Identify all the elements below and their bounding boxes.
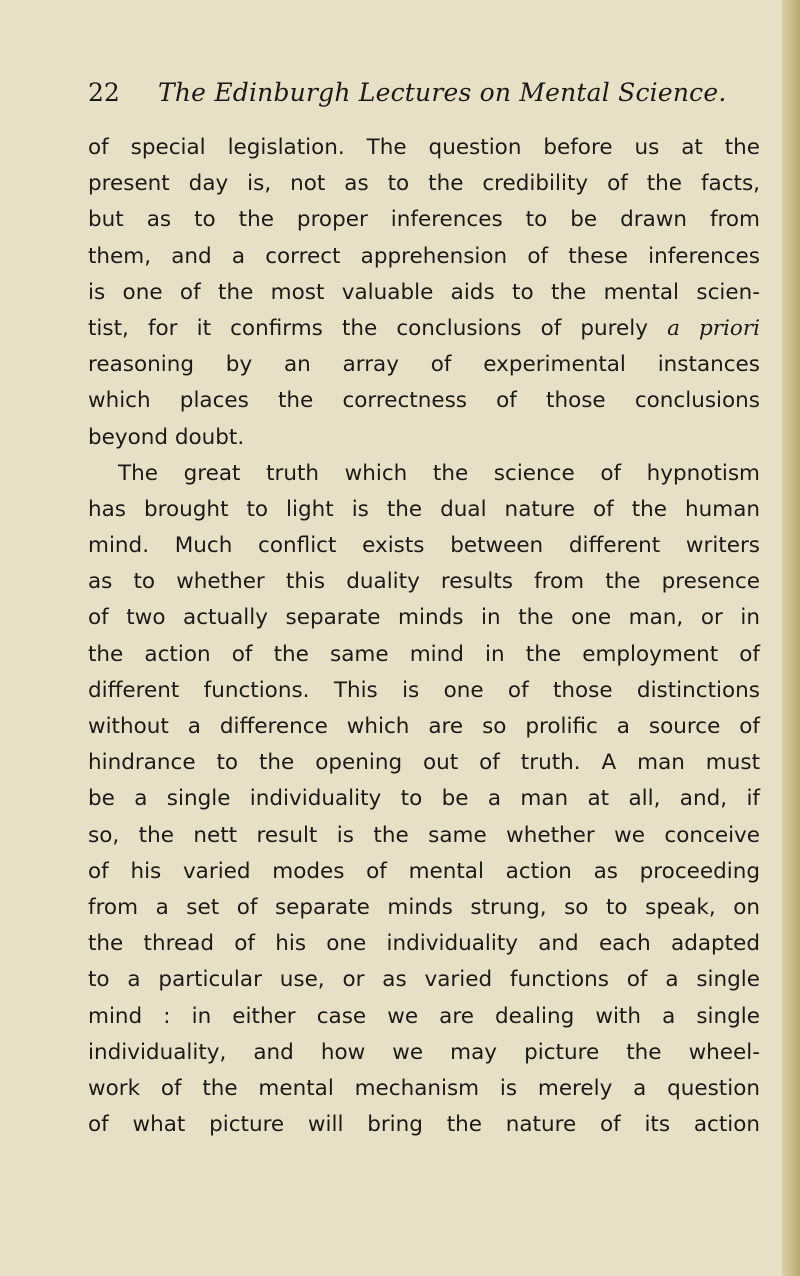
text-line: them, and a correct apprehension of these inferences (88, 243, 760, 269)
text-line: which places the correctness of those conclusions (88, 388, 760, 414)
text-line: to a particular use, or as varied functions of a single (88, 967, 760, 993)
text-line: as to whether this duality results from the presence (88, 569, 760, 595)
text-line: different functions. This is one of those distinctions (88, 677, 760, 703)
page-header (88, 78, 727, 107)
text-line: work of the mental mechanism is merely a question (88, 1075, 760, 1101)
text-fragment: tist, for it confirms the conclusions of purely (88, 315, 648, 341)
text-line: individuality, and how we may picture the wheel- (88, 1039, 760, 1065)
text-line: of his varied modes of mental action as proceeding (88, 858, 760, 884)
page-edge-shadow (782, 0, 800, 1276)
text-line: so, the nett result is the same whether we conceive (88, 822, 760, 848)
text-line: of special legislation. The question before us at the (88, 135, 760, 160)
text-line: present day is, not as to the credibility of the facts, (88, 171, 760, 197)
page-number: 22 (88, 78, 120, 107)
body-text (88, 130, 760, 1143)
text-line: of what picture will bring the nature of its action (88, 1112, 760, 1138)
text-line: be a single individuality to be a man at all, and, if (88, 786, 760, 812)
text-line: but as to the proper inferences to be drawn from (88, 207, 760, 233)
text-line: mind. Much conflict exists between different writers (88, 533, 760, 559)
text-line: hindrance to the opening out of truth. A man must (88, 750, 760, 776)
text-line: without a difference which are so prolific a source of (88, 714, 760, 739)
text-line: from a set of separate minds strung, so to speak, on (88, 894, 760, 920)
text-line: reasoning by an array of experimental instances (88, 352, 760, 378)
text-line: of two actually separate minds in the one man, or in (88, 605, 760, 631)
text-line-with-italic (88, 311, 760, 347)
text-line: the action of the same mind in the employment of (88, 641, 760, 667)
paragraph-start-line: The great truth which the science of hypnotism (118, 460, 760, 486)
text-line: has brought to light is the dual nature of the human (88, 496, 760, 522)
italic-phrase: a priori (667, 315, 760, 341)
text-line: the thread of his one individuality and each adapted (88, 931, 760, 957)
paragraph-end-line: beyond doubt. (88, 424, 245, 450)
text-line: is one of the most valuable aids to the mental scien- (88, 279, 760, 305)
text-line: mind : in either case we are dealing with a single (88, 1003, 760, 1029)
running-title: The Edinburgh Lectures on Mental Science. (158, 78, 727, 107)
